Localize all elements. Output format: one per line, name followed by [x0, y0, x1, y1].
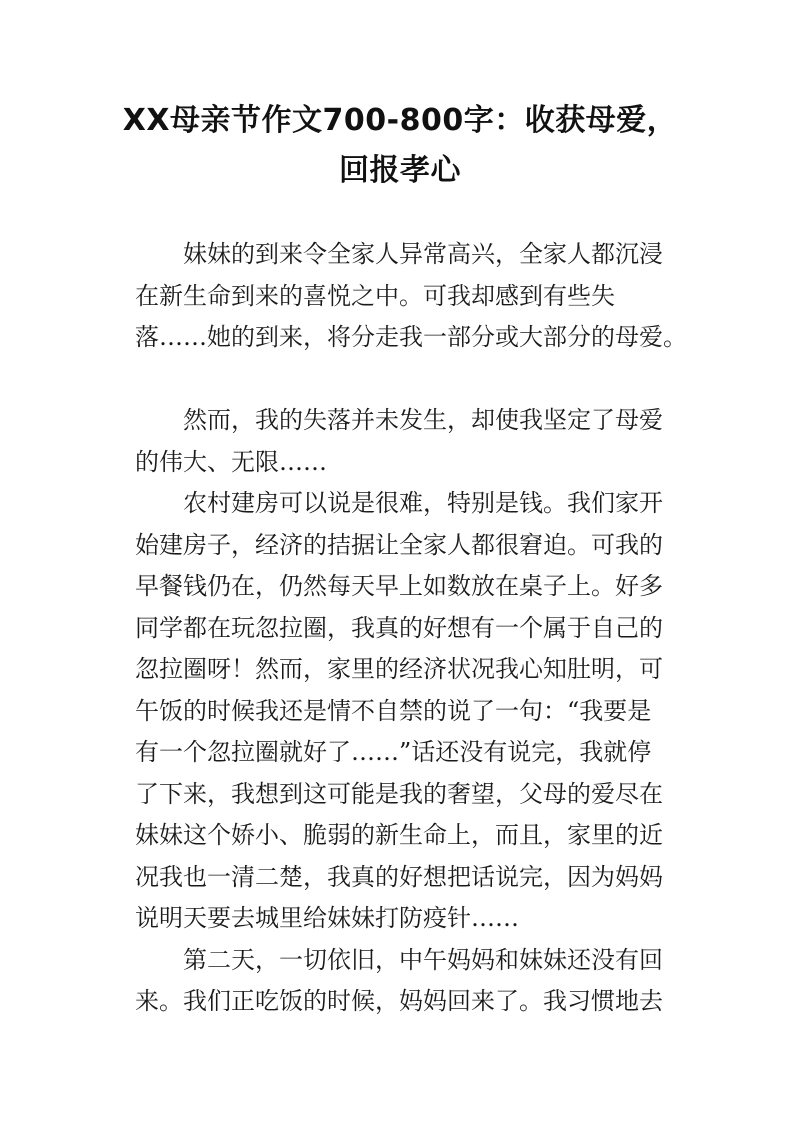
text-line: 农村建房可以说是很难，特别是钱。我们家开: [183, 489, 663, 517]
title-line-2: 回报孝心: [339, 153, 461, 188]
paragraph-4: [135, 940, 675, 1023]
paragraph-spacer: [135, 359, 675, 401]
article-body: [135, 234, 687, 1023]
text-line: 妹妹的到来令全家人异常高兴，全家人都沉浸: [183, 240, 663, 268]
text-line: 有一个忽拉圈就好了……”话还没有说完，我就停: [135, 738, 652, 766]
text-line: 说明天要去城里给妹妹打防疫针……: [135, 904, 519, 932]
text-line: 在新生命到来的喜悦之中。可我却感到有些失: [135, 281, 615, 310]
paragraph-2: [135, 400, 675, 483]
text-line: 然而，我的失落并未发生，却使我坚定了母爱: [183, 406, 663, 434]
paragraph-1: [135, 234, 687, 359]
text-line: 妹妹这个娇小、脆弱的新生命上，而且，家里的近: [135, 821, 663, 849]
text-line: 落……她的到来，将分走我一部分或大部分的母爱。: [135, 323, 687, 351]
text-line: 始建房子，经济的拮据让全家人都很窘迫。可我的: [135, 530, 663, 559]
text-line: 况我也一清二楚，我真的好想把话说完，因为妈妈: [135, 862, 663, 891]
title-line-1: XX母亲节作文700-800字：收获母爱，: [122, 103, 678, 138]
paragraph-3: [135, 483, 675, 940]
text-line: 了下来，我想到这可能是我的奢望，父母的爱尽在: [135, 779, 663, 808]
text-line: 午饭的时候我还是情不自禁的说了一句：“我要是: [135, 696, 652, 725]
text-line: 的伟大、无限……: [135, 447, 327, 476]
text-line: 同学都在玩忽拉圈，我真的好想有一个属于自己的: [135, 613, 663, 642]
text-line: 来。我们正吃饭的时候，妈妈回来了。我习惯地去: [135, 987, 663, 1015]
text-line: 第二天，一切依旧，中午妈妈和妹妹还没有回: [183, 945, 663, 974]
text-line: 早餐钱仍在，仍然每天早上如数放在桌子上。好多: [135, 572, 663, 600]
page-title: [100, 96, 700, 196]
text-line: 忽拉圈呀！然而，家里的经济状况我心知肚明，可: [135, 655, 663, 683]
